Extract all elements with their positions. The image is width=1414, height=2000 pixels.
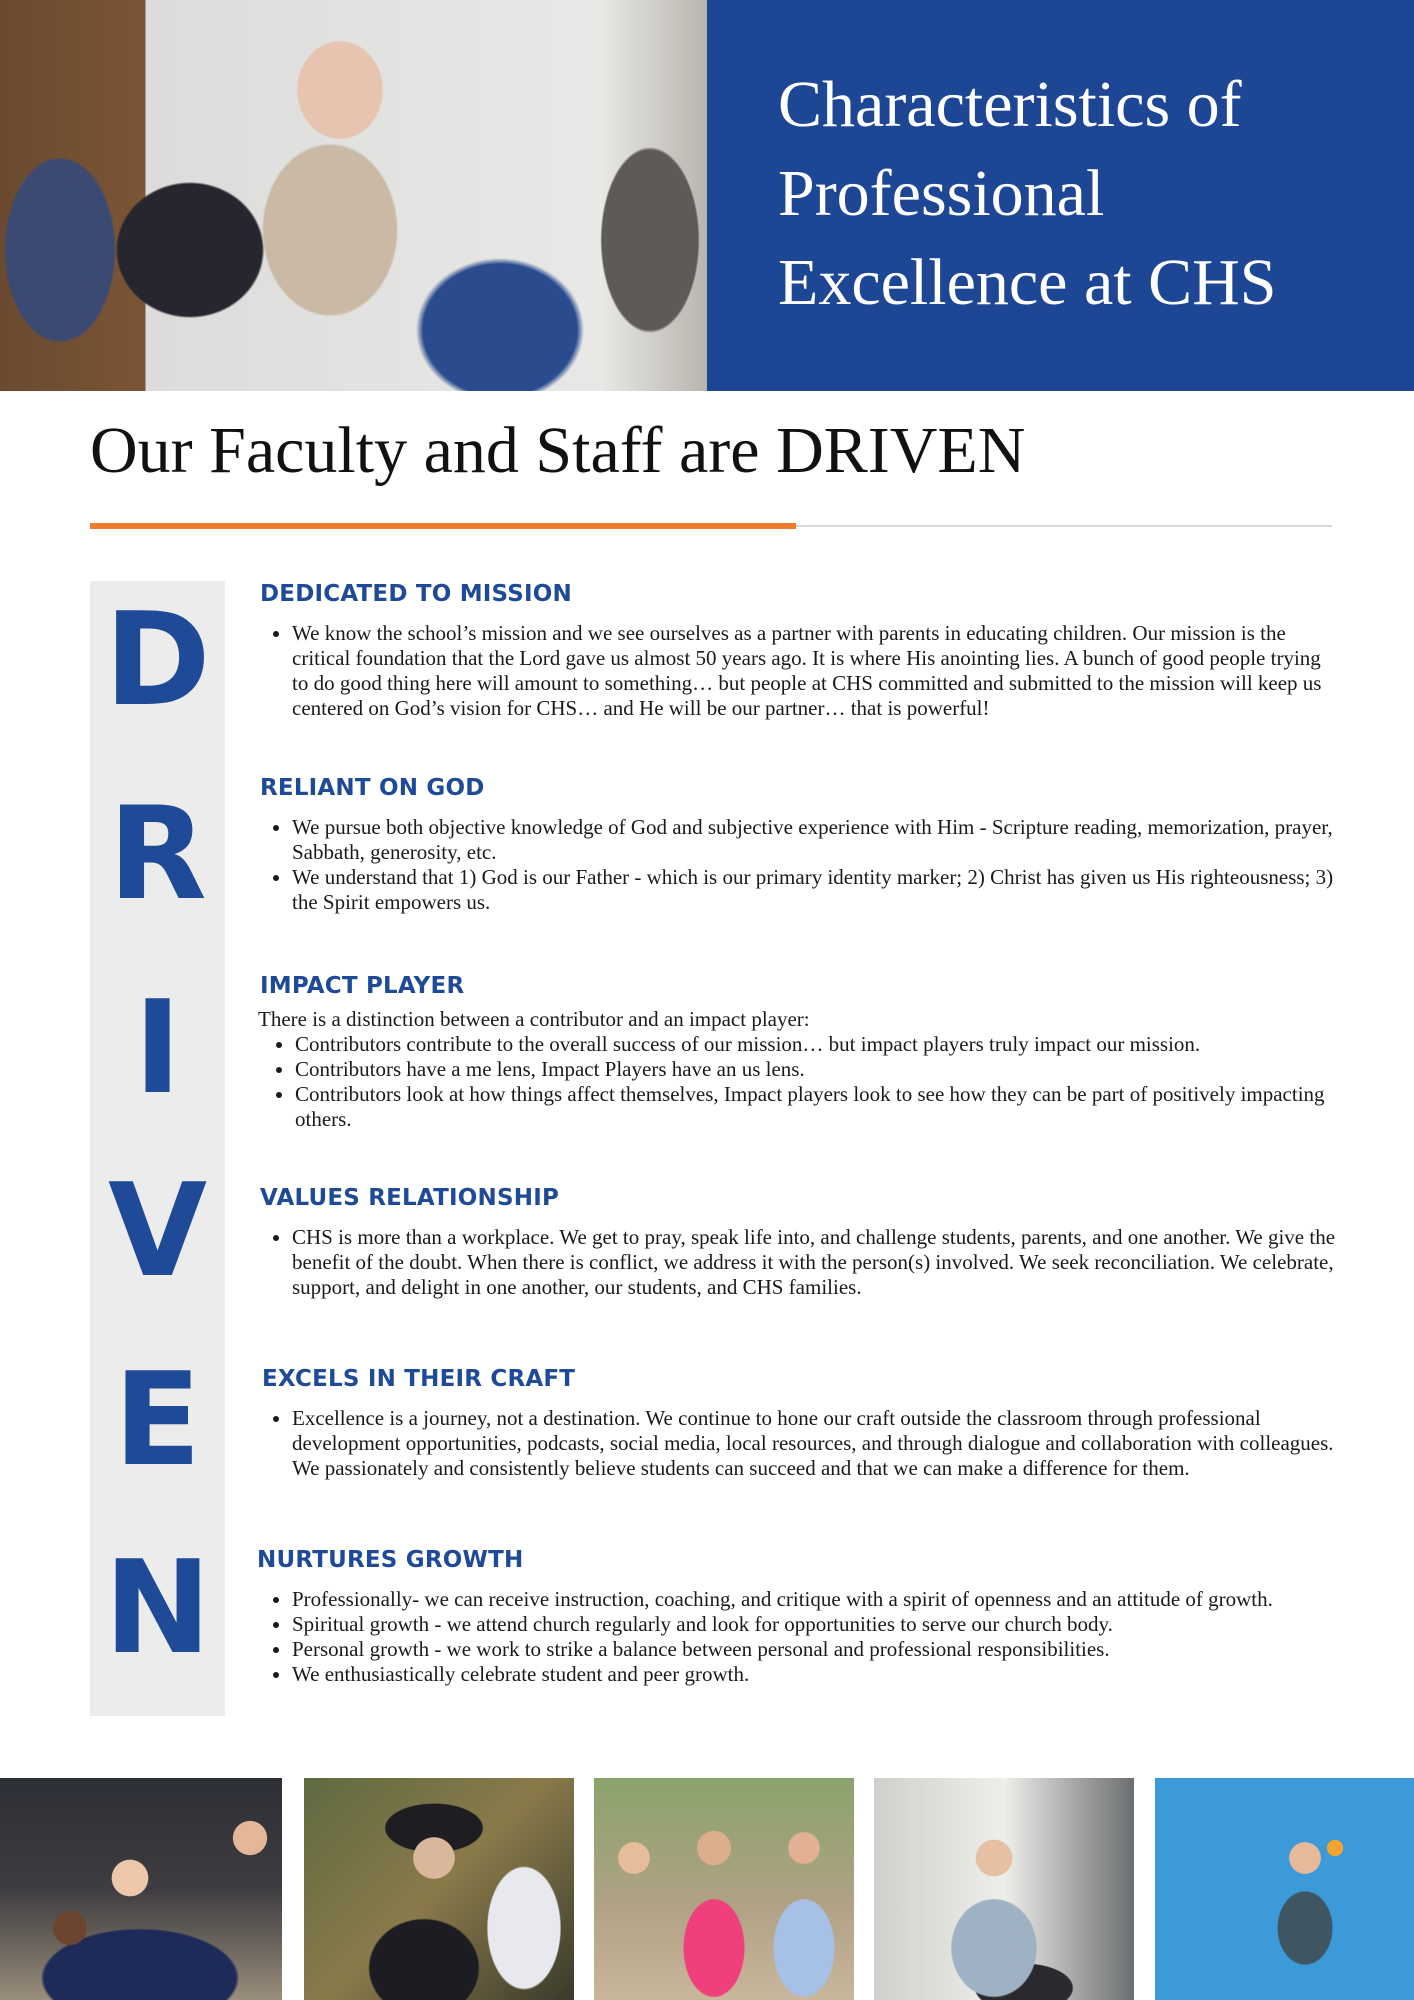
page-title xyxy=(778,60,1378,327)
list-item: • Contributors have a me lens, Impact Players have an us lens. xyxy=(295,1057,1338,1082)
photo-teacher-desk xyxy=(874,1778,1134,2000)
list-item: • Contributors look at how things affect themselves, Impact players look to see how they can be part of positively impacting others. xyxy=(295,1082,1338,1132)
accent-divider xyxy=(90,523,796,529)
section-title: Our Faculty and Staff are DRIVEN xyxy=(90,414,1026,487)
driven-letter-n: N xyxy=(103,1534,212,1683)
bullet-list xyxy=(258,621,1338,721)
section-excels-in-their-craft xyxy=(258,1366,1338,1481)
section-impact-player xyxy=(258,973,1338,1132)
bullet-list xyxy=(258,1587,1338,1687)
bullet-list xyxy=(258,815,1338,915)
section-heading: VALUES RELATIONSHIP xyxy=(260,1185,560,1211)
list-item: • Contributors contribute to the overall success of our mission… but impact players truly impact our mission. xyxy=(295,1032,1338,1057)
title-line-3: Excellence at CHS xyxy=(778,246,1277,319)
photo-coach xyxy=(304,1778,574,2000)
driven-letter-v: V xyxy=(107,1157,208,1306)
bullet-list xyxy=(258,1225,1338,1300)
section-nurtures-growth xyxy=(258,1547,1338,1687)
bullet-list xyxy=(258,1406,1338,1481)
list-item: • Excellence is a journey, not a destination. We continue to hone our craft outside the classroom through professional development opportunities, podcasts, social media, local resources, and through dialogue and collaboration with colleagues. We passionately and consistently believe students can succeed and that we can make a difference for them. xyxy=(292,1406,1338,1481)
bullet-list xyxy=(258,1032,1338,1132)
section-heading: IMPACT PLAYER xyxy=(260,973,465,999)
driven-letter-i: I xyxy=(133,974,182,1123)
photo-staff-trio xyxy=(594,1778,854,2000)
list-item: • We understand that 1) God is our Father - which is our primary identity marker; 2) Christ has given us His righteousness; 3) the Spirit empowers us. xyxy=(292,865,1338,915)
list-item: • We enthusiastically celebrate student and peer growth. xyxy=(292,1662,1338,1687)
section-intro: There is a distinction between a contributor and an impact player: xyxy=(258,1007,810,1031)
section-heading: RELIANT ON GOD xyxy=(260,775,485,801)
list-item: • Professionally- we can receive instruction, coaching, and critique with a spirit of openness and an attitude of growth. xyxy=(292,1587,1338,1612)
driven-letter-r: R xyxy=(108,780,207,929)
list-item: • Personal growth - we work to strike a balance between personal and professional responsibilities. xyxy=(292,1637,1338,1662)
section-heading: EXCELS IN THEIR CRAFT xyxy=(262,1366,576,1392)
title-line-1: Characteristics of xyxy=(778,68,1242,141)
hero-classroom-photo xyxy=(0,0,707,391)
list-item: • We pursue both objective knowledge of God and subjective experience with Him - Scripture reading, memorization, prayer, Sabbath, generosity, etc. xyxy=(292,815,1338,865)
title-line-2: Professional xyxy=(778,157,1105,230)
section-dedicated-to-mission xyxy=(258,581,1338,721)
section-values-relationship xyxy=(258,1185,1338,1300)
driven-letter-d: D xyxy=(104,586,211,735)
section-reliant-on-god xyxy=(258,775,1338,915)
photo-students-group xyxy=(0,1778,282,2000)
list-item: • CHS is more than a workplace. We get to pray, speak life into, and challenge students, parents, and one another. We give the benefit of the doubt. When there is conflict, we address it with the person(s) involved. We seek reconciliation. We celebrate, support, and delight in one another, our students, and CHS families. xyxy=(292,1225,1338,1300)
list-item: • We know the school’s mission and we see ourselves as a partner with parents in educating children. Our mission is the critical foundation that the Lord gave us almost 50 years ago. It is where His anointing lies. A bunch of good people trying to do good thing here will amount to something… but people at CHS committed and submitted to the mission will keep us centered on God’s vision for CHS… and He will be our partner… that is powerful! xyxy=(292,621,1338,721)
list-item: • Spiritual growth - we attend church regularly and look for opportunities to serve our church body. xyxy=(292,1612,1338,1637)
photo-classroom-hands xyxy=(1155,1778,1414,2000)
driven-letter-e: E xyxy=(113,1346,202,1495)
section-heading: DEDICATED TO MISSION xyxy=(260,581,572,607)
section-heading: NURTURES GROWTH xyxy=(257,1547,524,1573)
